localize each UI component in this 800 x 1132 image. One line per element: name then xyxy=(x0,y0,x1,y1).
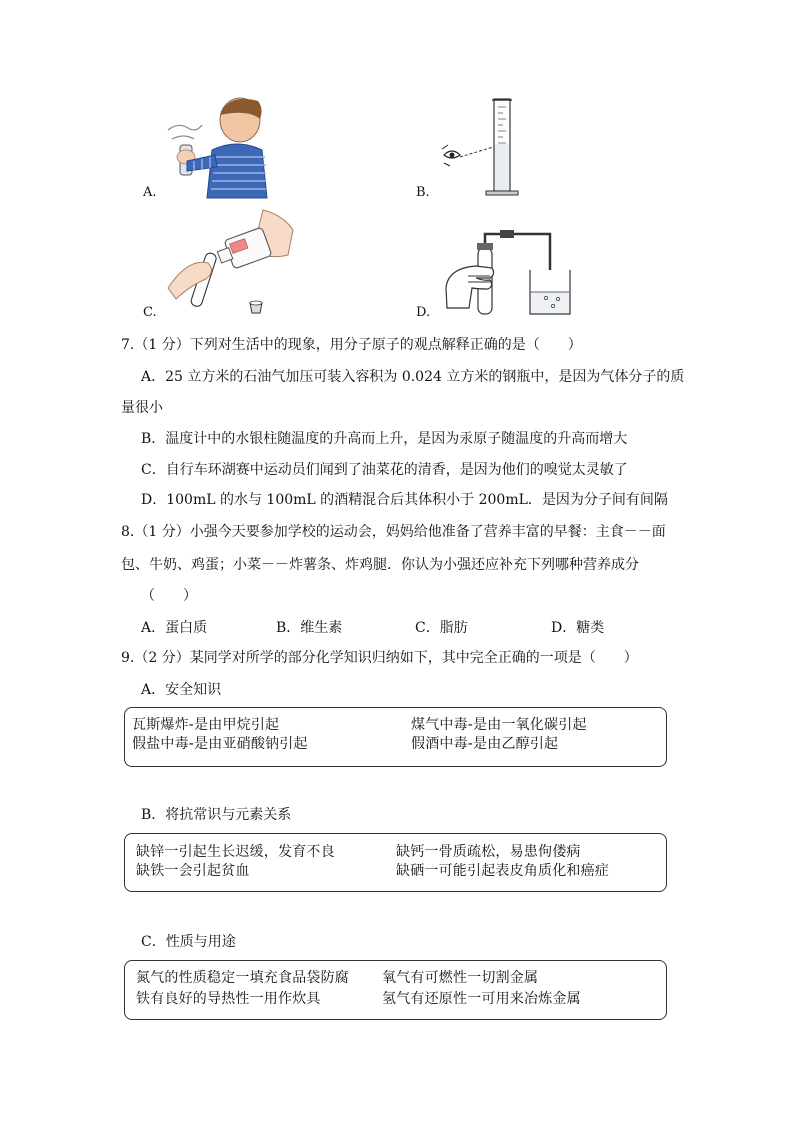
q6-option-a-label: A. xyxy=(143,185,157,200)
question-9-option-a-title[interactable]: A．安全知识 xyxy=(141,682,222,698)
question-8-option-c[interactable]: C．脂肪 xyxy=(415,620,468,636)
question-9-option-c-title[interactable]: C．性质与用途 xyxy=(141,934,236,950)
option-c-left-line-1: 氮气的性质稳定一填充食品袋防腐 xyxy=(136,970,349,986)
option-b-right-line-1: 缺钙一骨质疏松，易患佝偻病 xyxy=(396,844,581,860)
option-b-left-line-1: 缺锌一引起生长迟缓，发育不良 xyxy=(136,844,335,860)
smelling-gas-illustration xyxy=(160,95,270,200)
option-b-left-line-2: 缺铁一会引起贫血 xyxy=(136,863,250,879)
question-7-option-a-continued: 量很小 xyxy=(121,400,163,416)
option-a-left-line-1: 瓦斯爆炸-是由甲烷引起 xyxy=(132,717,280,733)
question-7-option-b[interactable]: B．温度计中的水银柱随温度的升高而上升，是因为汞原子随温度的升高而增大 xyxy=(141,431,628,447)
question-9-option-b-box xyxy=(124,833,667,892)
graduated-cylinder-reading-illustration xyxy=(440,97,530,197)
q6-option-d-label: D. xyxy=(416,305,431,320)
option-a-right-line-1: 煤气中毒-是由一氧化碳引起 xyxy=(411,717,587,733)
question-7-option-c[interactable]: C．自行车环湖赛中运动员们闻到了油菜花的清香，是因为他们的嗅觉太灵敏了 xyxy=(141,462,628,478)
option-b-right-line-2: 缺硒一可能引起表皮角质化和癌症 xyxy=(396,863,609,879)
question-8-option-b[interactable]: B．维生素 xyxy=(276,620,343,636)
question-7-option-d[interactable]: D．100mL 的水与 100mL 的酒精混合后其体积小于 200mL．是因为分子间有间隔 xyxy=(141,492,668,508)
q6-option-c-label: C. xyxy=(143,305,157,320)
option-c-left-line-2: 铁有良好的导热性一用作炊具 xyxy=(136,991,321,1007)
question-8-stem-line-1: 8.（1 分）小强今天要参加学校的运动会，妈妈给他准备了营养丰富的早餐：主食－－面 xyxy=(121,524,666,540)
question-9-stem: 9.（2 分）某同学对所学的部分化学知识归纳如下，其中完全正确的一项是（ ） xyxy=(121,650,638,666)
airtightness-check-illustration xyxy=(438,226,573,318)
pouring-liquid-illustration xyxy=(168,208,298,318)
question-8-option-d[interactable]: D．糖类 xyxy=(551,620,605,636)
option-a-right-line-2: 假酒中毒-是由乙醇引起 xyxy=(411,736,559,752)
question-8-stem-line-3: （ ） xyxy=(141,588,197,604)
option-a-left-line-2: 假盐中毒-是由亚硝酸钠引起 xyxy=(132,736,308,752)
question-8-stem-line-2: 包、牛奶、鸡蛋；小菜－－炸薯条、炸鸡腿．你认为小强还应补充下列哪种营养成分 xyxy=(121,557,639,573)
question-9-option-b-title[interactable]: B．将抗常识与元素关系 xyxy=(141,807,292,823)
question-7-option-a[interactable]: A．25 立方米的石油气加压可装入容积为 0.024 立方米的钢瓶中，是因为气体分子的质 xyxy=(141,369,685,385)
question-9-option-c-box xyxy=(124,960,667,1020)
question-9-option-a-box xyxy=(124,707,667,767)
q6-option-b-label: B. xyxy=(416,185,430,200)
option-c-right-line-2: 氢气有还原性一可用来冶炼金属 xyxy=(382,991,581,1007)
option-c-right-line-1: 氧气有可燃性一切割金属 xyxy=(382,970,539,986)
question-8-option-a[interactable]: A．蛋白质 xyxy=(141,620,208,636)
question-7-stem: 7.（1 分）下列对生活中的现象，用分子原子的观点解释正确的是（ ） xyxy=(121,337,582,353)
